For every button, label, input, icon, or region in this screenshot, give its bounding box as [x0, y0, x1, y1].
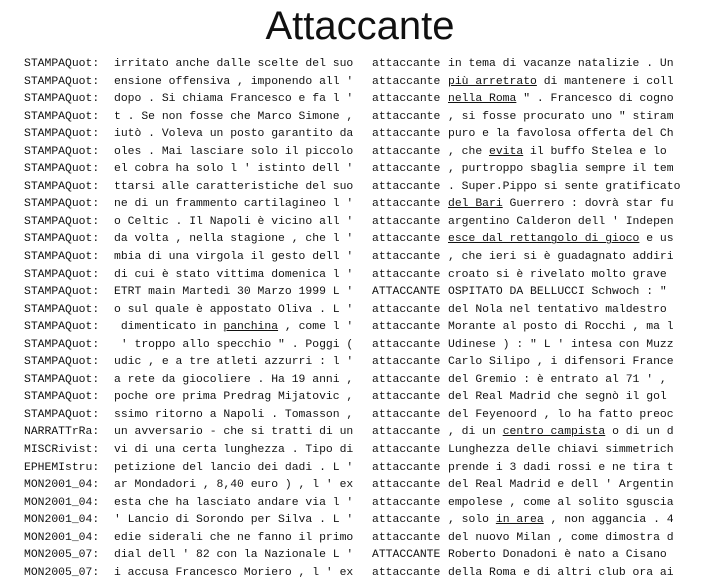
- right-context: del nuovo Milan , come dimostra d: [448, 531, 674, 544]
- source-label: STAMPAQuot:: [24, 215, 100, 228]
- source-label: STAMPAQuot:: [24, 128, 100, 141]
- left-context: edie siderali che ne fanno il primo: [114, 531, 354, 544]
- keyword: attaccante: [372, 391, 441, 404]
- concordance-row: [24, 337, 714, 355]
- right-context: del Real Madrid che segnò il gol: [448, 391, 667, 404]
- keyword: attaccante: [372, 110, 441, 123]
- left-context: irritato anche dalle scelte del suo: [114, 58, 354, 70]
- left-context: un avversario - che si tratti di un: [114, 426, 354, 439]
- concordance-row: [24, 512, 714, 530]
- concordance-row: [24, 495, 714, 513]
- source-label: STAMPAQuot:: [24, 408, 100, 421]
- right-context: croato si è rivelato molto grave: [448, 268, 667, 281]
- concordance-row: [24, 56, 714, 74]
- keyword: ATTACCANTE: [372, 549, 441, 562]
- left-context: dial dell ' 82 con la Nazionale L ': [114, 549, 354, 562]
- concordance-row: [24, 267, 714, 285]
- left-context: a rete da giocoliere . Ha 19 anni ,: [114, 373, 354, 386]
- right-context: puro e la favolosa offerta del Ch: [448, 128, 674, 141]
- left-context: dimenticato in panchina , come l ': [114, 321, 354, 334]
- source-label: STAMPAQuot:: [24, 321, 100, 334]
- source-label: MISCRivist:: [24, 444, 100, 457]
- source-label: STAMPAQuot:: [24, 233, 100, 246]
- left-context: ' troppo allo specchio " . Poggi (: [114, 338, 354, 351]
- source-label: STAMPAQuot:: [24, 303, 100, 316]
- keyword: attaccante: [372, 496, 441, 509]
- right-context: Roberto Donadoni è nato a Cisano: [448, 549, 667, 562]
- concordance-row: [24, 91, 714, 109]
- right-context: , purtroppo sbaglia sempre il tem: [448, 163, 674, 176]
- keyword: ATTACCANTE: [372, 286, 441, 299]
- keyword: attaccante: [372, 408, 441, 421]
- left-context: i accusa Francesco Moriero , l ' ex: [114, 566, 354, 579]
- source-label: STAMPAQuot:: [24, 356, 100, 369]
- source-label: STAMPAQuot:: [24, 145, 100, 158]
- left-context: di cui è stato vittima domenica l ': [114, 268, 354, 281]
- source-label: MON2001_04:: [24, 496, 100, 509]
- right-context: , che evita il buffo Stelea e lo: [448, 145, 667, 158]
- concordance-row: [24, 231, 714, 249]
- left-context: mbia di una virgola il gesto dell ': [114, 251, 354, 264]
- right-context: OSPITATO DA BELLUCCI Schwoch : ": [448, 286, 667, 299]
- keyword: attaccante: [372, 461, 441, 474]
- right-context: del Real Madrid e dell ' Argentin: [448, 479, 674, 492]
- concordance-row: [24, 442, 714, 460]
- concordance-row: [24, 372, 714, 390]
- right-context: della Roma e di altri club ora ai: [448, 566, 674, 579]
- right-context: Morante al posto di Rocchi , ma l: [448, 321, 674, 334]
- left-context: ssimo ritorno a Napoli . Tomasson ,: [114, 408, 354, 421]
- concordance-row: [24, 424, 714, 442]
- right-context: Carlo Silipo , i difensori France: [448, 356, 674, 369]
- keyword: attaccante: [372, 198, 441, 211]
- left-context: ar Mondadori , 8,40 euro ) , l ' ex: [114, 479, 354, 492]
- right-context: del Bari Guerrero : dovrà star fu: [448, 198, 674, 211]
- concordance-row: [24, 144, 714, 162]
- source-label: MON2001_04:: [24, 479, 100, 492]
- right-context: . Super.Pippo si sente gratificato: [448, 180, 681, 193]
- left-context: dopo . Si chiama Francesco e fa l ': [114, 93, 354, 106]
- left-context: petizione del lancio dei dadi . L ': [114, 461, 354, 474]
- right-context: , solo in area , non aggancia . 4: [448, 514, 674, 527]
- keyword: attaccante: [372, 373, 441, 386]
- concordance-row: [24, 530, 714, 548]
- concordance-row: [24, 565, 714, 582]
- left-context: ensione offensiva , imponendo all ': [114, 75, 354, 88]
- source-label: MON2001_04:: [24, 531, 100, 544]
- source-label: STAMPAQuot:: [24, 75, 100, 88]
- left-context: ' Lancio di Sorondo per Silva . L ': [114, 514, 354, 527]
- source-label: MON2001_04:: [24, 514, 100, 527]
- concordance-list: [24, 56, 714, 582]
- concordance-row: [24, 354, 714, 372]
- right-context: esce dal rettangolo di gioco e us: [448, 233, 674, 246]
- concordance-row: [24, 109, 714, 127]
- concordance-row: [24, 179, 714, 197]
- left-context: o sul quale è appostato Oliva . L ': [114, 303, 354, 316]
- right-context: Udinese ) : " L ' intesa con Muzz: [448, 338, 674, 351]
- left-context: poche ore prima Predrag Mijatovic ,: [114, 391, 354, 404]
- left-context: ttarsi alle caratteristiche del suo: [114, 180, 354, 193]
- concordance-row: [24, 319, 714, 337]
- source-label: STAMPAQuot:: [24, 93, 100, 106]
- source-label: MON2005_07:: [24, 566, 100, 579]
- concordance-row: [24, 407, 714, 425]
- concordance-row: [24, 126, 714, 144]
- source-label: STAMPAQuot:: [24, 338, 100, 351]
- keyword: attaccante: [372, 566, 441, 579]
- concordance-row: [24, 284, 714, 302]
- source-label: STAMPAQuot:: [24, 180, 100, 193]
- keyword: attaccante: [372, 163, 441, 176]
- concordance-row: [24, 249, 714, 267]
- keyword: attaccante: [372, 215, 441, 228]
- concordance-row: [24, 214, 714, 232]
- source-label: STAMPAQuot:: [24, 198, 100, 211]
- keyword: attaccante: [372, 531, 441, 544]
- left-context: o Celtic . Il Napoli è vicino all ': [114, 215, 354, 228]
- source-label: STAMPAQuot:: [24, 163, 100, 176]
- keyword: attaccante: [372, 180, 441, 193]
- right-context: del Nola nel tentativo maldestro: [448, 303, 667, 316]
- left-context: oles . Mai lasciare solo il piccolo: [114, 145, 354, 158]
- concordance-row: [24, 196, 714, 214]
- keyword: attaccante: [372, 356, 441, 369]
- left-context: el cobra ha solo l ' istinto dell ': [114, 163, 354, 176]
- keyword: attaccante: [372, 444, 441, 457]
- right-context: , di un centro campista o di un d: [448, 426, 674, 439]
- keyword: attaccante: [372, 303, 441, 316]
- left-context: da volta , nella stagione , che l ': [114, 233, 354, 246]
- keyword: attaccante: [372, 479, 441, 492]
- right-context: , si fosse procurato uno " stiram: [448, 110, 674, 123]
- concordance-row: [24, 547, 714, 565]
- concordance-row: [24, 74, 714, 92]
- right-context: , che ieri si è guadagnato addiri: [448, 251, 674, 264]
- left-context: iutò . Voleva un posto garantito da: [114, 128, 354, 141]
- keyword: attaccante: [372, 268, 441, 281]
- keyword: attaccante: [372, 426, 441, 439]
- right-context: del Feyenoord , lo ha fatto preoc: [448, 408, 674, 421]
- keyword: attaccante: [372, 58, 441, 70]
- right-context: argentino Calderon dell ' Indepen: [448, 215, 674, 228]
- left-context: ETRT main Martedì 30 Marzo 1999 L ': [114, 286, 354, 299]
- concordance-row: [24, 389, 714, 407]
- source-label: STAMPAQuot:: [24, 268, 100, 281]
- right-context: del Gremio : è entrato al 71 ' ,: [448, 373, 667, 386]
- source-label: STAMPAQuot:: [24, 110, 100, 123]
- concordance-row: [24, 302, 714, 320]
- left-context: vi di una certa lunghezza . Tipo di: [114, 444, 354, 457]
- left-context: udic , e a tre atleti azzurri : l ': [114, 356, 354, 369]
- keyword: attaccante: [372, 251, 441, 264]
- keyword: attaccante: [372, 93, 441, 106]
- right-context: nella Roma " . Francesco di cogno: [448, 93, 674, 106]
- source-label: STAMPAQuot:: [24, 391, 100, 404]
- right-context: prende i 3 dadi rossi e ne tira t: [448, 461, 674, 474]
- source-label: STAMPAQuot:: [24, 251, 100, 264]
- keyword: attaccante: [372, 514, 441, 527]
- keyword: attaccante: [372, 233, 441, 246]
- page-title: Attaccante: [265, 4, 455, 48]
- keyword: attaccante: [372, 338, 441, 351]
- right-context: più arretrato di mantenere i coll: [448, 75, 674, 88]
- source-label: STAMPAQuot:: [24, 373, 100, 386]
- left-context: t . Se non fosse che Marco Simone ,: [114, 110, 354, 123]
- source-label: EPHEMIstru:: [24, 461, 100, 474]
- keyword: attaccante: [372, 145, 441, 158]
- source-label: NARRATTrRa:: [24, 426, 100, 439]
- keyword: attaccante: [372, 128, 441, 141]
- right-context: Lunghezza delle chiavi simmetrich: [448, 444, 674, 457]
- concordance-row: [24, 161, 714, 179]
- right-context: empolese , come al solito sguscia: [448, 496, 674, 509]
- left-context: esta che ha lasciato andare via l ': [114, 496, 354, 509]
- source-label: MON2005_07:: [24, 549, 100, 562]
- concordance-row: [24, 477, 714, 495]
- keyword: attaccante: [372, 75, 441, 88]
- left-context: ne di un frammento cartilagineo l ': [114, 198, 354, 211]
- concordance-row: [24, 460, 714, 478]
- source-label: STAMPAQuot:: [24, 58, 100, 70]
- source-label: STAMPAQuot:: [24, 286, 100, 299]
- right-context: in tema di vacanze natalizie . Un: [448, 58, 674, 70]
- keyword: attaccante: [372, 321, 441, 334]
